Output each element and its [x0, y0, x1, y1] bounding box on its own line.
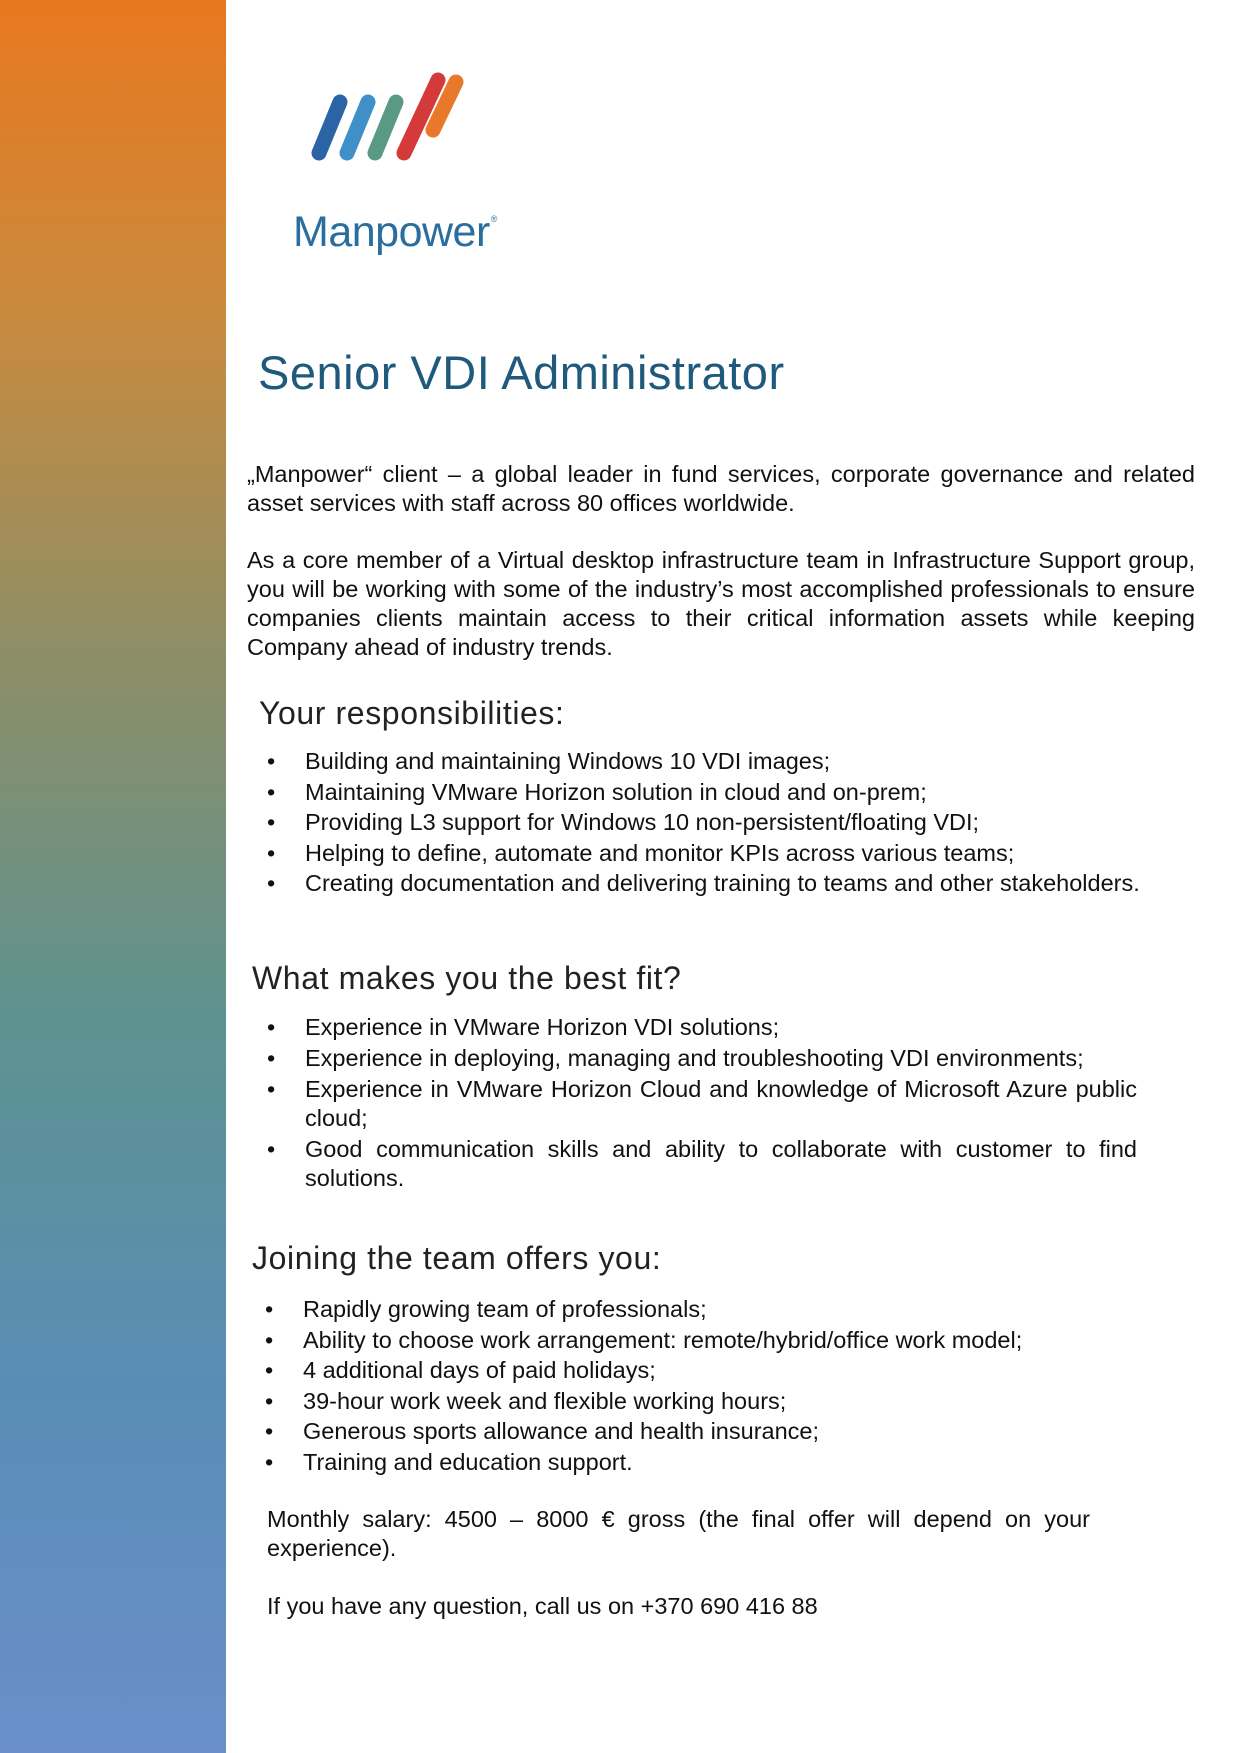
- description-paragraph: As a core member of a Virtual desktop infrastructure team in Infrastructure Support group, you will be working with some of the industry’s most accomplished professionals to ensure companies clients maintain access to their critical information assets while keeping Company ahead of industry trends.: [247, 547, 1195, 660]
- registered-mark: ®: [490, 214, 497, 224]
- contact-text: If you have any question, call us on +370 690 416 88: [267, 1593, 818, 1619]
- offers-list: [303, 1295, 1183, 1478]
- best-fit-list: [305, 1013, 1137, 1195]
- list-item: • Good communication skills and ability to collaborate with customer to find solutions.: [305, 1135, 1137, 1193]
- list-item: • Building and maintaining Windows 10 VDI images;: [305, 747, 1185, 776]
- list-item: • Providing L3 support for Windows 10 non-persistent/floating VDI;: [305, 808, 1185, 837]
- responsibilities-list: [305, 747, 1185, 900]
- list-item: • Helping to define, automate and monitor KPIs across various teams;: [305, 839, 1185, 868]
- job-title: Senior VDI Administrator: [258, 346, 785, 399]
- intro-paragraph: „Manpower“ client – a global leader in fund services, corporate governance and related asset services with staff across 80 offices worldwide.: [247, 461, 1195, 516]
- list-item: • Experience in VMware Horizon Cloud and knowledge of Microsoft Azure public cloud;: [305, 1075, 1137, 1133]
- list-item: • Training and education support.: [303, 1448, 1183, 1477]
- logo-stripe-1: [319, 102, 340, 153]
- manpower-logo-wordmark: [293, 208, 497, 257]
- list-item: • Experience in deploying, managing and troubleshooting VDI environments;: [305, 1044, 1137, 1073]
- list-item: • Ability to choose work arrangement: remote/hybrid/office work model;: [303, 1326, 1183, 1355]
- brand-name: Manpower: [293, 208, 490, 256]
- logo-stripe-3: [375, 102, 396, 153]
- logo-stripe-2: [347, 102, 368, 153]
- responsibilities-heading: Your responsibilities:: [259, 695, 565, 731]
- best-fit-heading: What makes you the best fit?: [252, 960, 682, 996]
- list-item: • Maintaining VMware Horizon solution in cloud and on-prem;: [305, 778, 1185, 807]
- list-item: • Experience in VMware Horizon VDI solutions;: [305, 1013, 1137, 1042]
- gradient-sidebar: [0, 0, 226, 1753]
- list-item: • 4 additional days of paid holidays;: [303, 1356, 1183, 1385]
- list-item: • Generous sports allowance and health insurance;: [303, 1417, 1183, 1446]
- list-item: • Rapidly growing team of professionals;: [303, 1295, 1183, 1324]
- offers-heading: Joining the team offers you:: [252, 1240, 662, 1276]
- list-item: • 39-hour work week and flexible working hours;: [303, 1387, 1183, 1416]
- list-item: • Creating documentation and delivering training to teams and other stakeholders.: [305, 869, 1185, 898]
- salary-text: Monthly salary: 4500 – 8000 € gross (the final offer will depend on your experience).: [267, 1506, 1090, 1561]
